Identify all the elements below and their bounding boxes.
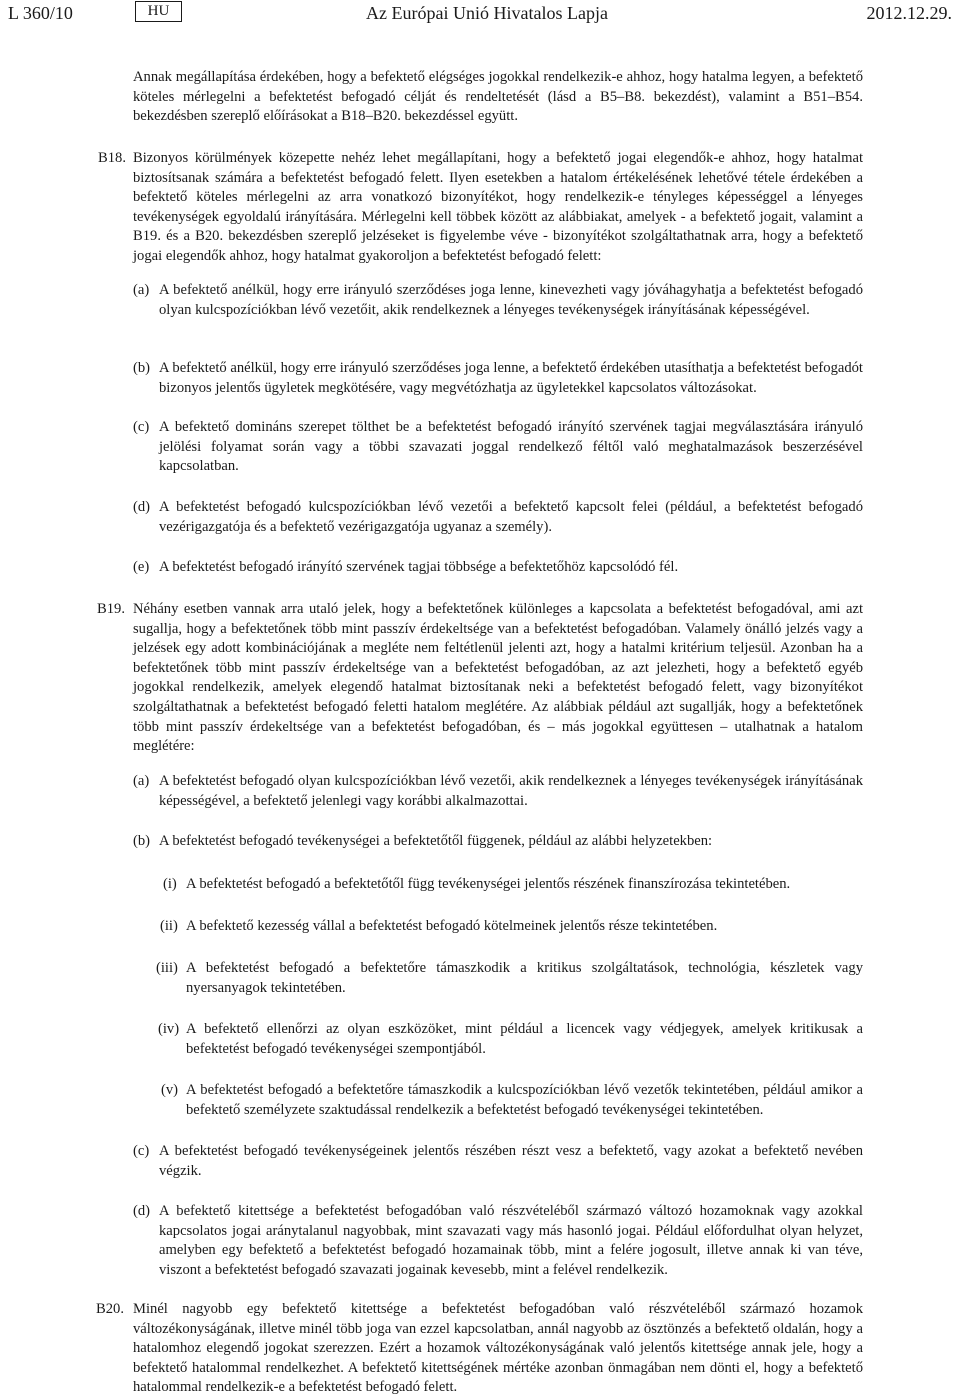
list-item-label: (b): [133, 360, 151, 376]
list-item-label: (d): [133, 499, 151, 515]
paragraph-number-b20: B20.: [96, 1301, 124, 1317]
sublist-item-label: (iii): [156, 960, 178, 976]
sublist-item-text: A befektetést befogadó a befektetőre támaszkodik a kritikus szolgáltatások, technológia, készletek vagy nyersanyagok tekintetében.: [186, 960, 863, 996]
list-item-text: A befektetést befogadó tevékenységei a befektetőtől függenek, például az alábbi helyzetekben:: [159, 833, 713, 849]
list-item-text: A befektető anélkül, hogy erre irányuló szerződéses joga lenne, kinevezheti vagy jóváhagyhatja a befektetést befogadó olyan kulcspozíciókban lévő vezetőit, akik rendelkeznek a lényeges tevékenységek irányításának képességével.: [159, 282, 863, 318]
paragraph-b20: Minél nagyobb egy befektető kitettsége a befektetést befogadóban való részvételéből származó hozamok változékonyságának, illetve minél több joga van ezzel kapcsolatban, annál nagyobb az ösztönzés a befektető oldalán, hogy a hatalomhoz elegendő jogokat szerezzen. Ezért a hozamok változékonyságának való jelentős kitettsége annak jele, hogy a befektető hatalommal rendelkezhet. A befektető kitettségének mértéke azonban önmagában nem dönti el, hogy a befektető hatalommal rendelkezik-e a befektetést befogadó felett.: [133, 1301, 863, 1396]
language-code-box: HU: [135, 1, 182, 22]
paragraph-b18: Bizonyos körülmények közepette nehéz lehet megállapítani, hogy a befektető jogai elegendők-e ahhoz, hogy hatalmat biztosítsanak számára a befektetést befogadó felett. Ilyen esetekben a hatalom értékelésének lehetővé tétele érdekében a befektető köteles mérlegelni az arra vonatkozó bizonyítékot, hogy rendelkezik-e tényleges képességgel a lényeges tevékenységek egyoldalú irányítására. Mérlegelni kell többek között az alábbiakat, amelyek - a befektető jogait, valamint a B19. és a B20. bekezdésben szereplő jelzéseket is figyelembe véve - bizonyítékot szolgáltathatnak arra, hogy a befektető jogai elegendők ahhoz, hogy hatalmat gyakoroljon a befektetést befogadó felett:: [133, 150, 863, 264]
list-item-label: (e): [133, 559, 150, 575]
list-item-text: A befektető domináns szerepet tölthet be a befektetést befogadó irányító szervének tagjai megválasztására irányuló jelölési folyamat során vagy a többi szavazati joggal rendelkező féltől való meghatalmazások beszerzésével kapcsolatban.: [159, 419, 863, 475]
publication-date: 2012.12.29.: [866, 3, 952, 23]
sublist-item-text: A befektetést befogadó a befektetőtől függ tevékenységei jelentős részének finanszírozása tekintetében.: [186, 876, 791, 892]
paragraph-number-b18: B18.: [98, 150, 126, 166]
list-item-text: A befektetést befogadó tevékenységeinek jelentős részében részt vesz a befektető, vagy azokat a befektető nevében végzik.: [159, 1143, 863, 1179]
sublist-item-text: A befektető kezesség vállal a befektetést befogadó kötelmeinek jelentős része tekintetében.: [186, 918, 718, 934]
list-item-label: (a): [133, 282, 150, 298]
sublist-item-label: (ii): [160, 918, 178, 934]
list-item-text: A befektetést befogadó kulcspozíciókban lévő vezetői a befektető kapcsolt felei (például, a befektetést befogadó vezérigazgatója és a befektető vezérigazgatója ugyanaz a személy).: [159, 499, 863, 535]
page-reference: L 360/10: [8, 3, 73, 23]
list-item-text: A befektetést befogadó olyan kulcspozíciókban lévő vezetői, akik rendelkeznek a lényeges tevékenységek irányításának képességével, a befektető jelenlegi vagy korábbi alkalmazottai.: [159, 773, 863, 809]
list-item-text: A befektető anélkül, hogy erre irányuló szerződéses joga lenne, a befektető érdekében utasíthatja a befektetést befogadót bizonyos jelentős ügyletek megkötésére, vagy megvétózhatja az ügyletekkel kapcsolatos változásokat.: [159, 360, 863, 396]
sublist-item-label: (iv): [158, 1021, 180, 1037]
paragraph-b19: Néhány esetben vannak arra utaló jelek, hogy a befektetőnek különleges a kapcsolata a befektetést befogadóval, ami azt sugallja, hogy a befektetőnek több mint passzív érdekeltsége van a befektetést befogadóban. Valamely önálló jelzés vagy a jelzések egy adott kombinációjának a megléte nem feltétlenül jelenti azt, hogy a hatalmi kritérium teljesül. Azonban ha a befektetőnek több mint passzív érdekeltsége van a befektetést befogadóban, az azt jelezheti, hogy a befektető egyéb jogokkal rendelkezik, amelyek elegendő hatalmat biztosítanak neki a befektetést befogadó felett, vagy bizonyítékot szolgáltathatnak a befektetést befogadó feletti hatalom meglétére. Az alábbiak például azt sugallják, hogy a befektetőnek több mint passzív érdekeltsége van a befektetést befogadóban, és – más jogokkal együttesen – utalhatnak a hatalom meglétére:: [133, 601, 863, 755]
sublist-item-label: (v): [161, 1082, 179, 1098]
sublist-item-text: A befektetést befogadó a befektetőre támaszkodik a kulcspozíciókban lévő vezetők tekintetében, például amikor a befektető személyzete szaktudással rendelkezik a befektetést befogadó tevékenységei tekintetében.: [186, 1082, 863, 1118]
list-item-label: (c): [133, 419, 150, 435]
list-item-label: (b): [133, 833, 151, 849]
intro-paragraph: Annak megállapítása érdekében, hogy a befektető elégséges jogokkal rendelkezik-e ahhoz, hogy hatalma legyen, a befektető köteles mérlegelni a befektetést befogadó célját és rendeltetését (lásd a B5–B8. bekezdést), valamint a B51–B54. bekezdésben szereplő előírásokat a B18–B20. bekezdéssel együtt.: [133, 69, 863, 125]
list-item-label: (d): [133, 1203, 151, 1219]
list-item-label: (a): [133, 773, 150, 789]
paragraph-number-b19: B19.: [97, 601, 125, 617]
sublist-item-label: (i): [163, 876, 177, 892]
journal-title: Az Európai Unió Hivatalos Lapja: [366, 3, 608, 23]
list-item-label: (c): [133, 1143, 150, 1159]
sublist-item-text: A befektető ellenőrzi az olyan eszközöket, mint például a licencek vagy védjegyek, amelyek kritikusak a befektetést befogadó tevékenységei szempontjából.: [186, 1021, 863, 1057]
list-item-text: A befektető kitettsége a befektetést befogadóban való részvételéből származó változó hozamoknak vagy azokkal kapcsolatos jogai aránytalanul nagyobbak, mint szavazati vagy más hasonló jogai. Például előfordulhat olyan helyzet, amelyben egy befektető a befektetést befogadó hozamainak több, mint a felére jogosult, illetve annak ki van téve, viszont a befektetést befogadó szavazati jogainak kevesebb, mint a felével rendelkezik.: [159, 1203, 863, 1278]
page-header: [0, 0, 960, 28]
list-item-text: A befektetést befogadó irányító szervének tagjai többsége a befektetőhöz kapcsolódó fél.: [159, 559, 679, 575]
